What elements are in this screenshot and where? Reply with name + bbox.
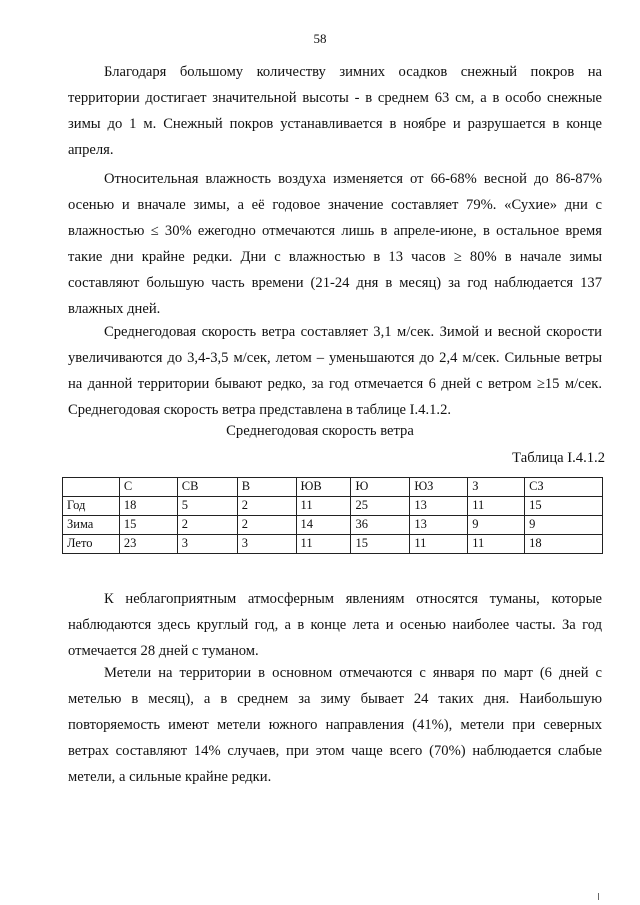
- table-cell: 11: [296, 497, 351, 516]
- table-cell: Зима: [63, 516, 120, 535]
- paragraph-text: Среднегодовая скорость ветра составляет 3,1 м/сек. Зимой и весной скорости увеличиваются до 3,4-3,5 м/сек, летом – уменьшаются до 2,4 м/сек. Сильные ветры на данной территории бывают редко, за год отмечается 6 дней с ветром ≥15 м/сек. Среднегодовая скорость ветра представлена в таблице I.4.1.2.: [68, 324, 602, 418]
- paragraph-snow-cover: [68, 59, 602, 163]
- table-caption: Среднегодовая скорость ветра: [226, 423, 414, 439]
- table-cell: 9: [525, 516, 603, 535]
- table-header-cell: СВ: [177, 478, 237, 497]
- table-cell: 18: [525, 535, 603, 554]
- table-cell: 2: [177, 516, 237, 535]
- table-cell: 15: [525, 497, 603, 516]
- table-header-cell: ЮЗ: [410, 478, 468, 497]
- table-cell: 11: [468, 535, 525, 554]
- table-cell: 2: [237, 516, 296, 535]
- table-header-cell: ЮВ: [296, 478, 351, 497]
- table-label: Таблица I.4.1.2: [512, 450, 605, 466]
- wind-speed-table: [62, 477, 603, 554]
- table-row: [63, 497, 603, 516]
- table-cell: 2: [237, 497, 296, 516]
- table-header-cell: [63, 478, 120, 497]
- table-header-cell: В: [237, 478, 296, 497]
- table-cell: 15: [119, 516, 177, 535]
- table-cell: Лето: [63, 535, 120, 554]
- table-cell: 15: [351, 535, 410, 554]
- table-cell: 13: [410, 516, 468, 535]
- table-cell: 11: [468, 497, 525, 516]
- table-header-cell: Ю: [351, 478, 410, 497]
- paragraph-humidity: [68, 166, 602, 322]
- table-row: [63, 516, 603, 535]
- table-cell: 5: [177, 497, 237, 516]
- paragraph-blizzards: [68, 660, 602, 790]
- table-header-row: [63, 478, 603, 497]
- paragraph-text: Относительная влажность воздуха изменяется от 66-68% весной до 86-87% осенью и вначале зимы, а её годовое значение составляет 79%. «Сухие» дни с влажностью ≤ 30% ежегодно отмечаются лишь в апреле-июне, в остальное время такие дни крайне редки. Дни с влажностью в 13 часов ≥ 80% в начале зимы составляют большую часть времени (21-24 дня в месяц) за год наблюдается 137 влажных дней.: [68, 171, 602, 317]
- paragraph-fog: [68, 586, 602, 664]
- paragraph-text: К неблагоприятным атмосферным явлениям относятся туманы, которые наблюдаются здесь круглый год, а в конце лета и осенью наиболее часты. За год отмечается 28 дней с туманом.: [68, 591, 602, 659]
- table-cell: 23: [119, 535, 177, 554]
- paragraph-wind-speed: [68, 319, 602, 423]
- table-cell: 3: [237, 535, 296, 554]
- table-cell: 11: [410, 535, 468, 554]
- table-header-cell: С: [119, 478, 177, 497]
- scan-mark: [598, 893, 599, 900]
- table-header-cell: СЗ: [525, 478, 603, 497]
- table-cell: 36: [351, 516, 410, 535]
- table-cell: 3: [177, 535, 237, 554]
- table-row: [63, 535, 603, 554]
- table-cell: 13: [410, 497, 468, 516]
- table-cell: 14: [296, 516, 351, 535]
- table-cell: 25: [351, 497, 410, 516]
- table-cell: Год: [63, 497, 120, 516]
- table-cell: 9: [468, 516, 525, 535]
- page-number: 58: [313, 31, 327, 46]
- paragraph-text: Метели на территории в основном отмечаются с января по март (6 дней с метелью в месяц), а в среднем за зиму бывает 24 таких дня. Наибольшую повторяемость имеют метели южного направления (41%), метели при северных ветрах составляют 14% случаев, при этом чаще всего (70%) наблюдается слабые метели, а сильные крайне редки.: [68, 665, 602, 785]
- paragraph-text: Благодаря большому количеству зимних осадков снежный покров на территории достигает значительной высоты - в среднем 63 см, а в особо снежные зимы до 1 м. Снежный покров устанавливается в ноябре и разрушается в конце апреля.: [68, 64, 602, 158]
- table-header-cell: З: [468, 478, 525, 497]
- table-cell: 18: [119, 497, 177, 516]
- table-cell: 11: [296, 535, 351, 554]
